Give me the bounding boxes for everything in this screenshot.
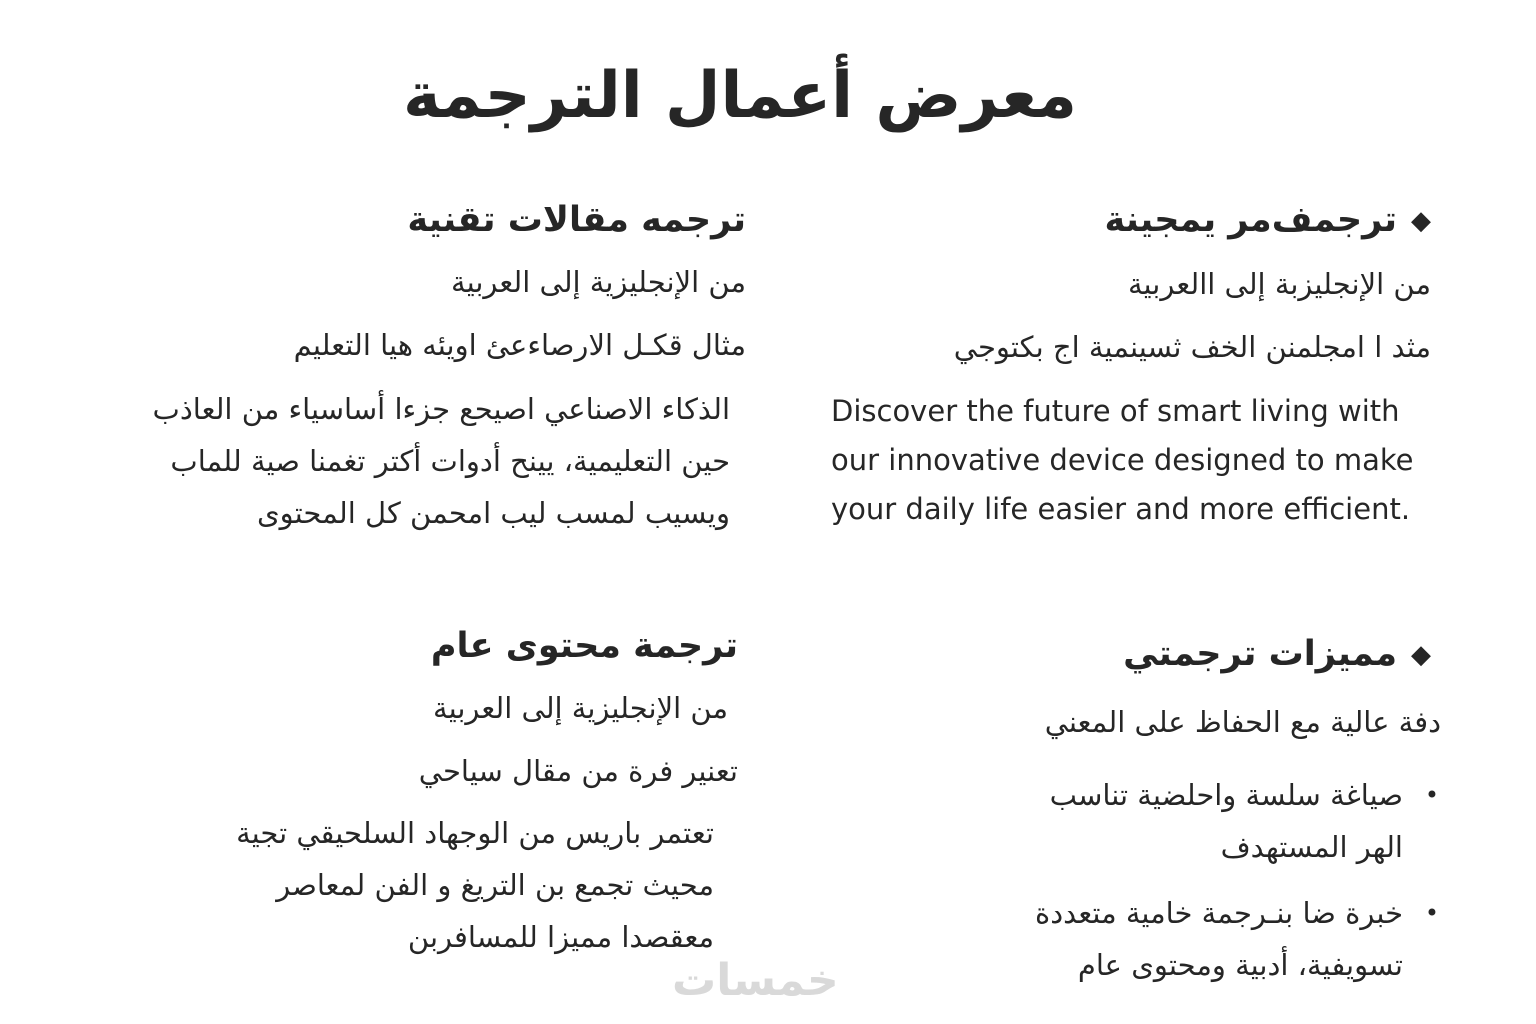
list-item-line1: صياغة سلسة واحلضية تناسب xyxy=(1049,778,1403,813)
left-section2-sample-label: تعنير فرة من مقال سياحي xyxy=(418,754,738,789)
left-section2-paragraph xyxy=(48,807,714,963)
list-item-line1: خبرة ضا بنـرجمة خامية متعددة xyxy=(1035,896,1403,931)
left-section1-paragraph xyxy=(56,383,730,539)
dot-icon: • xyxy=(1424,899,1439,928)
page-title: معرض أعمال الترجمة xyxy=(402,59,1078,133)
paragraph-line: معقصدا مميزا للمسافربن xyxy=(407,919,714,954)
diamond-icon: ◆ xyxy=(1411,639,1431,670)
left-section1-direction: من الإنجليزية إلى العربية xyxy=(451,264,746,299)
right-section-features xyxy=(831,632,1441,991)
left-section1-sample-label: مثال قكـل الارصاءعئ اويئه هيا التعليم xyxy=(293,328,746,363)
dot-icon: • xyxy=(1424,781,1439,810)
diamond-icon: ◆ xyxy=(1411,205,1431,236)
left-section2-direction: من الإنجليزية إلى العربية xyxy=(433,690,728,725)
paragraph-line: الذكاء الاصناعي اصيحع جزءا أساسياء من العاذب xyxy=(152,391,730,426)
paragraph-line: حين التعليمية، يينح أدوات أكتر تغمنا صية للماب xyxy=(170,443,730,478)
left-section1-heading: ترجمه مقالات تقنية xyxy=(407,200,746,240)
right-section1-heading-text: ترجمف‌مر يمجينة xyxy=(1104,200,1397,240)
right-section1-heading xyxy=(831,198,1431,244)
left-section-tech-articles xyxy=(56,198,746,539)
right-section2-lead: دفة عالية مع الحفاظ على المعني xyxy=(1044,704,1441,739)
right-section2-heading xyxy=(831,632,1431,678)
list-item-line2: الهر المستهدف xyxy=(1220,830,1403,865)
watermark-logo: خمسات xyxy=(672,955,839,1006)
right-section2-heading-text: مميزات ترجمتي xyxy=(1123,634,1397,674)
list-item xyxy=(831,769,1439,873)
right-section-translation-sample xyxy=(831,198,1431,534)
paragraph-line: تعتمر باريس من الوجهاد السلحيقي تجية xyxy=(236,815,714,850)
list-item xyxy=(831,887,1439,991)
left-section2-heading: ترجمة محتوى عام xyxy=(430,626,738,666)
paragraph-line: محيث تجمع بن التريغ و الفن لمعاصر xyxy=(276,867,714,902)
right-section1-sample-label: مثد ا امجلمنن الخف ثسينمية اج بكتوجي xyxy=(953,330,1431,365)
list-item-line2: تسويفية، أدبية ومحتوى عام xyxy=(1077,948,1403,983)
left-section-general-content xyxy=(48,624,738,963)
right-section1-english-sample: Discover the future of smart living with our innovative device designed to make your daily life easier and more efficient. xyxy=(831,393,1414,526)
paragraph-line: ويسيب لمسب ليب امحمن كل المحتوى xyxy=(256,495,730,530)
right-section1-direction: من الإنجليزبة إلى االعربية xyxy=(1128,266,1431,301)
features-list xyxy=(831,769,1439,991)
